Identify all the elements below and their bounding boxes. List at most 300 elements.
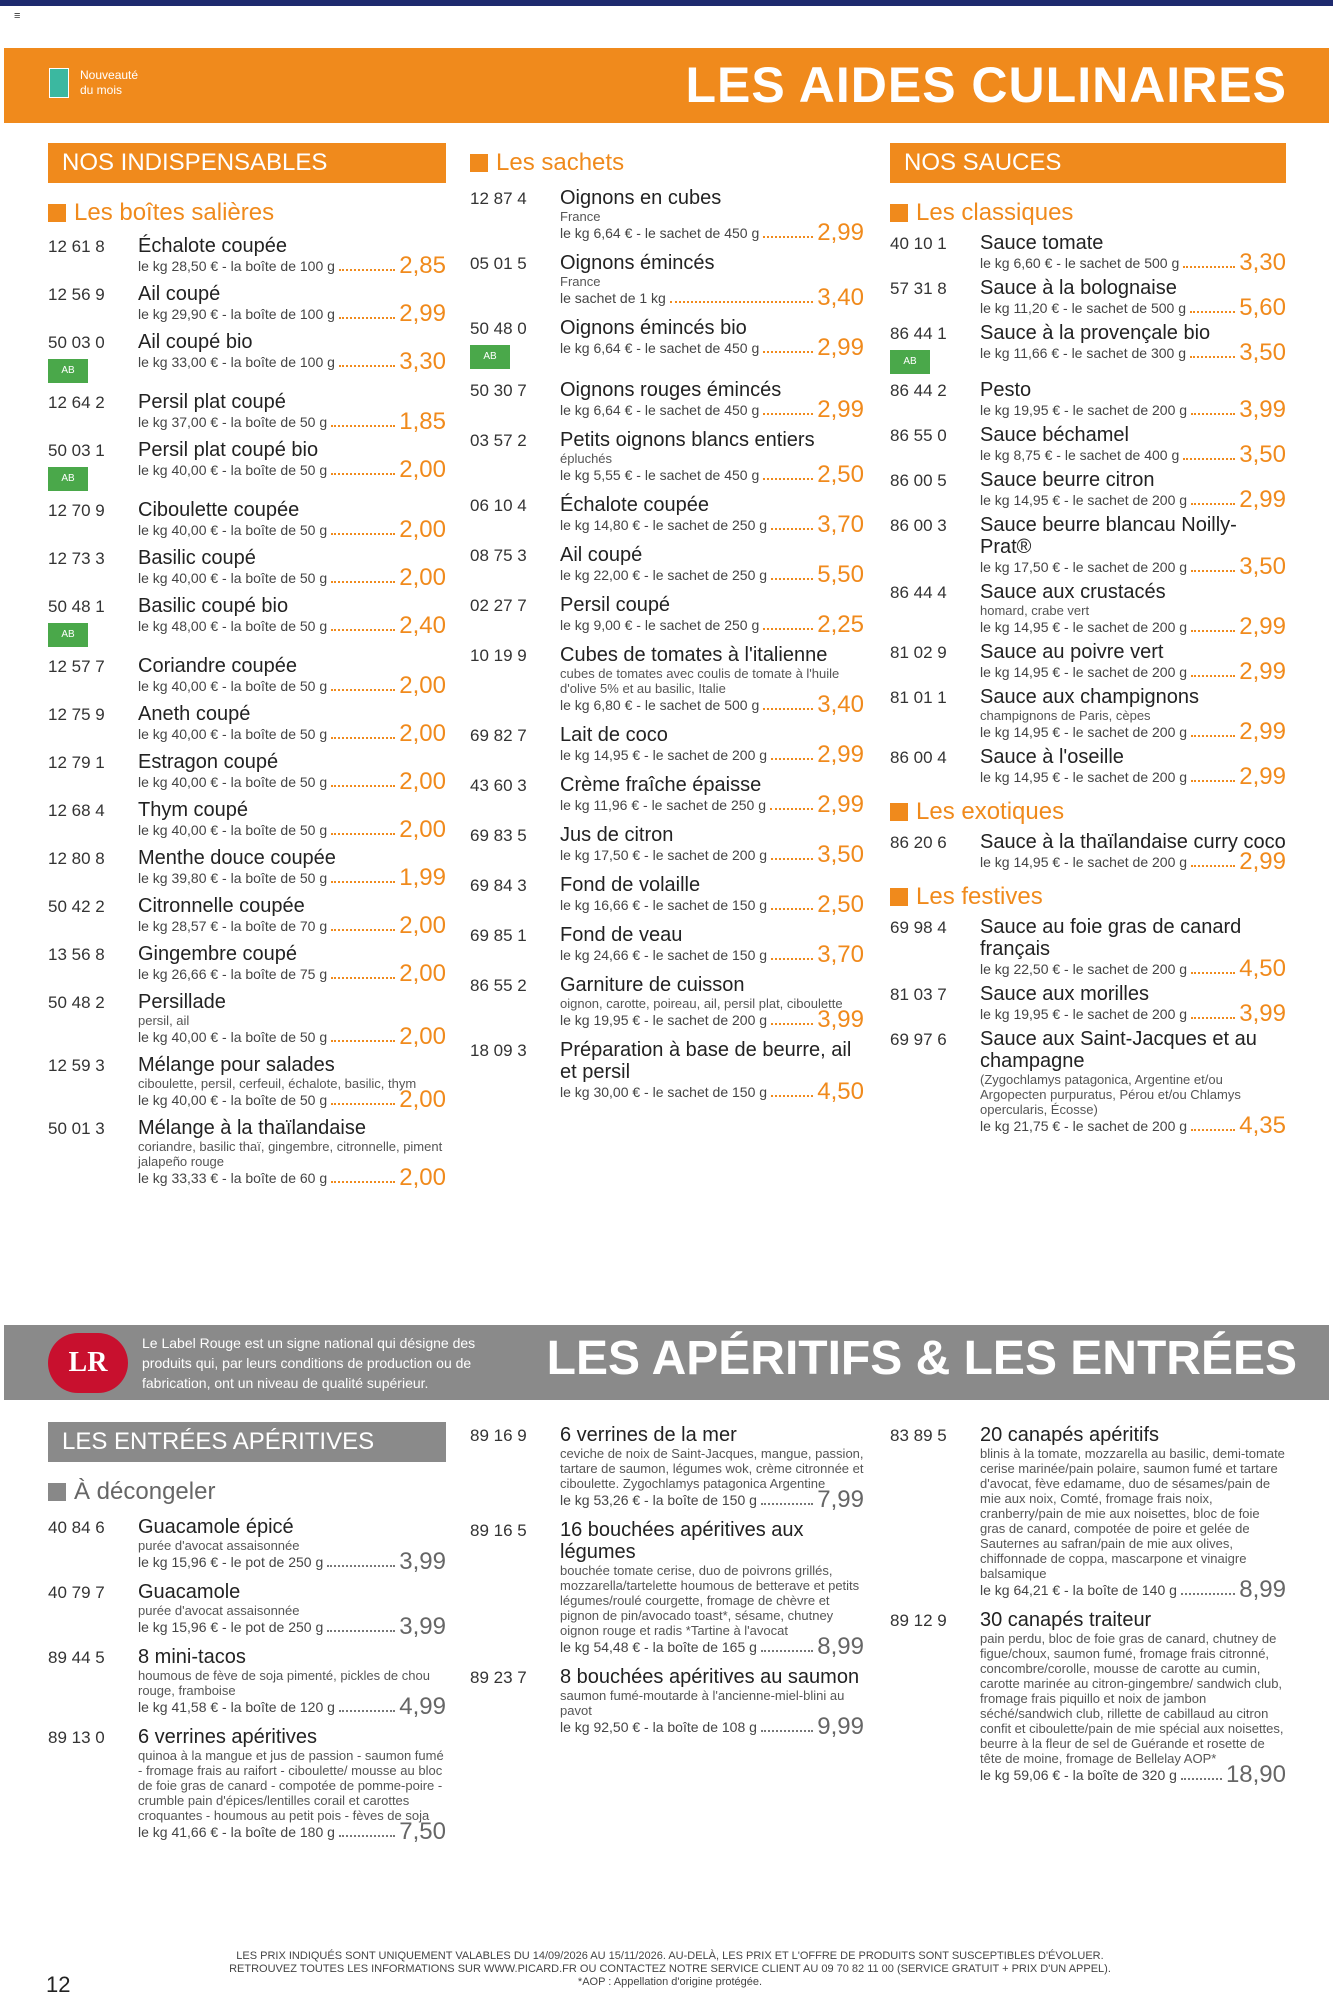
product-desc: pain perdu, bloc de foie gras de canard, chutney de figue/choux, saumon fumé, fromage frais citronné, concombre/corolle, mousse de carotte au cumin, carotte marinée au citron-gingembre/ sandwich club, fromage frais piquillo et noix de jambon séché/sandwich club, rillette de cabillaud au citron confit et ciboulette/pain de mie spécial aux noisettes, beurre à la fleur de sel de Guérande et rosette de tête de moine, fromage de Bellelay AOP* <box>980 1631 1284 1766</box>
leader-dots <box>331 929 395 931</box>
product-code-text: 40 84 6 <box>48 1518 105 1537</box>
price-line <box>980 955 1286 982</box>
leader-dots <box>327 1565 395 1567</box>
product-body <box>138 235 446 279</box>
product-desc: persil, ail <box>138 1013 190 1028</box>
col-canapes <box>890 1414 1286 1788</box>
product-code-text: 50 48 0 <box>470 319 527 338</box>
product-name: Mélange pour salades <box>138 1054 335 1076</box>
price-line <box>138 1164 446 1191</box>
product-desc: bouchée tomate cerise, duo de poivrons grillés, mozzarella/tartelette houmous de betterave et petits légumes/roulé courgette, fromage de chèvre et pignon de pin/avocado toast*, sésame, chutney oignon rouge et radis *Tartine à l'avocat <box>560 1563 860 1638</box>
price: 2,85 <box>399 252 446 279</box>
price-line <box>138 1086 446 1113</box>
product-code <box>890 322 980 374</box>
product-name: Fond de volaille <box>560 874 701 896</box>
price: 2,50 <box>817 461 864 488</box>
unit-price: le kg 40,00 € - la boîte de 50 g <box>138 522 328 538</box>
list-item <box>470 644 864 718</box>
leader-dots <box>339 1710 395 1712</box>
price: 3,99 <box>1239 396 1286 423</box>
product-name: Sauce au poivre vert <box>980 641 1164 663</box>
price-line <box>138 864 446 891</box>
product-body <box>560 379 864 423</box>
unit-price: le kg 9,00 € - le sachet de 250 g <box>560 617 760 633</box>
price: 4,35 <box>1239 1112 1286 1139</box>
product-code-text: 50 01 3 <box>48 1119 105 1138</box>
product-desc: France <box>560 274 601 289</box>
price-line <box>560 396 864 423</box>
price-line <box>980 658 1286 685</box>
footer-line: LES PRIX INDIQUÉS SONT UNIQUEMENT VALABLES DU 14/09/2026 AU 15/11/2026. AU-DELÀ, LES PRIX ET L'OFFRE DE PRODUITS SONT SUSCEPTIBLES D'ÉVOLUER. <box>236 1950 1104 1962</box>
price-line <box>980 294 1286 321</box>
list-item <box>48 1646 446 1720</box>
price-line <box>560 511 864 538</box>
price: 3,99 <box>399 1613 446 1640</box>
price-line <box>560 1006 864 1033</box>
price: 2,00 <box>399 672 446 699</box>
list-item <box>48 547 446 591</box>
price: 5,60 <box>1239 294 1286 321</box>
product-name: Échalote coupée <box>560 494 710 516</box>
leader-dots <box>331 881 395 883</box>
price-line <box>138 720 446 747</box>
price: 2,00 <box>399 1086 446 1113</box>
product-name: Menthe douce coupée <box>138 847 336 869</box>
list-item <box>890 277 1286 321</box>
leader-dots <box>763 413 813 415</box>
leader-dots <box>763 236 813 238</box>
product-code-text: 86 55 2 <box>470 976 527 995</box>
product-code <box>890 641 980 681</box>
unit-price: le kg 14,95 € - le sachet de 200 g <box>980 724 1188 740</box>
col-entrees <box>48 1422 446 1845</box>
product-desc: homard, crabe vert <box>980 603 1090 618</box>
product-name: Mélange à la thaïlandaise <box>138 1117 366 1139</box>
unit-price: le kg 11,96 € - le sachet de 250 g <box>560 797 766 813</box>
product-body <box>138 991 446 1050</box>
leader-dots <box>339 1835 395 1837</box>
unit-price: le kg 92,50 € - la boîte de 108 g <box>560 1719 757 1735</box>
leader-dots <box>1191 865 1235 867</box>
unit-price: le kg 6,64 € - le sachet de 450 g <box>560 402 760 418</box>
leader-dots <box>1181 1778 1222 1780</box>
product-name: Sauce tomate <box>980 232 1104 254</box>
unit-price: le kg 41,58 € - la boîte de 120 g <box>138 1699 335 1715</box>
unit-price: le kg 14,95 € - le sachet de 200 g <box>560 747 768 763</box>
product-code-text: 69 84 3 <box>470 876 527 895</box>
list-item <box>890 514 1286 580</box>
product-body <box>560 317 864 369</box>
list-item <box>890 322 1286 374</box>
price: 2,99 <box>1239 848 1286 875</box>
leader-dots <box>763 628 813 630</box>
bio-label-icon: AB <box>48 359 88 383</box>
product-code <box>470 1424 560 1509</box>
product-name: Sauce à la provençale bio <box>980 322 1211 344</box>
price-line <box>560 1078 864 1105</box>
leader-dots <box>1181 1593 1235 1595</box>
product-code <box>48 499 138 539</box>
product-code-text: 86 20 6 <box>890 833 947 852</box>
leader-dots <box>1191 675 1235 677</box>
leader-dots <box>339 365 395 367</box>
product-code-text: 50 48 2 <box>48 993 105 1012</box>
product-name: Sauce à la thaïlandaise curry coco <box>980 831 1286 853</box>
product-code-text: 05 01 5 <box>470 254 527 273</box>
col-sachets <box>470 143 864 1105</box>
aperitifs-banner <box>4 1325 1329 1400</box>
product-code <box>48 1646 138 1716</box>
product-code <box>48 703 138 743</box>
list-item <box>890 831 1286 875</box>
product-name: Échalote coupée <box>138 235 288 257</box>
price: 8,99 <box>817 1633 864 1660</box>
list-item <box>48 751 446 795</box>
product-desc: ceviche de noix de Saint-Jacques, mangue, passion, tartare de saumon, légumes wok, crème citronnée et ciboulette. Zygochlamys patagonica Argentine <box>560 1446 864 1491</box>
product-code <box>48 391 138 431</box>
leader-dots <box>331 1181 395 1183</box>
price-line <box>138 960 446 987</box>
product-body <box>560 1666 864 1740</box>
product-code-text: 81 03 7 <box>890 985 947 1004</box>
price: 2,00 <box>399 720 446 747</box>
leader-dots <box>763 351 813 353</box>
price-line <box>980 339 1286 366</box>
product-name: Petits oignons blancs entiers <box>560 429 815 451</box>
product-name: Sauce à la bolognaise <box>980 277 1177 299</box>
product-name: Estragon coupé <box>138 751 279 773</box>
product-name: Coriandre coupée <box>138 655 297 677</box>
product-desc: coriandre, basilic thaï, gingembre, citronnelle, piment jalapeño rouge <box>138 1139 443 1169</box>
list-item <box>470 494 864 538</box>
price-line <box>980 249 1286 276</box>
price-line <box>560 561 864 588</box>
list-item <box>890 1424 1286 1603</box>
unit-price: le kg 19,95 € - le sachet de 200 g <box>980 402 1188 418</box>
price: 2,99 <box>1239 763 1286 790</box>
price-line <box>980 441 1286 468</box>
product-code <box>890 1424 980 1599</box>
price-line <box>980 486 1286 513</box>
price-line <box>980 1576 1286 1603</box>
product-desc: blinis à la tomate, mozzarella au basilic, demi-tomate cerise marinée/pain polaire, saumon fumé et tartare d'avocat, fève edamame, duo de sésames/pain de mie aux noix, Comté, fromage frais noix, cranberry/pain de mie aux noisettes, bloc de foie gras de canard, compotée de poire et gelée de Sauternes au safran/pain de mie aux olives, chiffonnade de coppa, mascarpone et vinaigre balsamique <box>980 1446 1285 1581</box>
subhead-icon <box>890 888 908 906</box>
product-code-text: 12 59 3 <box>48 1056 105 1075</box>
unit-price: le kg 40,00 € - la boîte de 50 g <box>138 570 328 586</box>
product-code <box>470 429 560 484</box>
list-item <box>470 594 864 638</box>
product-body <box>138 547 446 591</box>
unit-price: le kg 14,95 € - le sachet de 200 g <box>980 619 1188 635</box>
list-item <box>890 1609 1286 1788</box>
footer-line: *AOP : Appellation d'origine protégée. <box>577 1976 763 1988</box>
product-body <box>138 703 446 747</box>
leader-dots <box>770 808 813 810</box>
price-line <box>138 1023 446 1050</box>
list-item <box>48 1726 446 1845</box>
price-line <box>138 564 446 591</box>
product-code-text: 69 85 1 <box>470 926 527 945</box>
product-body <box>980 1028 1286 1139</box>
list-item <box>470 544 864 588</box>
product-name: Jus de citron <box>560 824 674 846</box>
product-body <box>980 469 1286 513</box>
product-code-text: 12 61 8 <box>48 237 105 256</box>
product-name: Crème fraîche épaisse <box>560 774 762 796</box>
price: 2,00 <box>399 516 446 543</box>
product-code-text: 12 80 8 <box>48 849 105 868</box>
list-item <box>48 1581 446 1640</box>
price-line <box>560 1713 864 1740</box>
product-body <box>138 847 446 891</box>
product-code <box>890 1609 980 1784</box>
product-code <box>48 943 138 983</box>
product-body <box>560 187 864 246</box>
subhead: À décongeler <box>48 1478 446 1506</box>
culinaires-header <box>4 48 1329 123</box>
product-body <box>980 581 1286 640</box>
footer-line: RETROUVEZ TOUTES LES INFORMATIONS SUR WWW.PICARD.FR OU CONTACTEZ NOTRE SERVICE CLIENT AU 09 70 82 11 00 (SERVICE GRATUIT + PRIX D'UN APPEL). <box>229 1963 1111 1975</box>
unit-price: le sachet de 1 kg <box>560 290 666 306</box>
unit-price: le kg 21,75 € - le sachet de 200 g <box>980 1118 1188 1134</box>
leader-dots <box>771 578 813 580</box>
leader-dots <box>761 1503 813 1505</box>
product-body <box>138 1516 446 1575</box>
unit-price: le kg 14,95 € - le sachet de 200 g <box>980 769 1188 785</box>
list-item <box>48 499 446 543</box>
unit-price: le kg 28,57 € - la boîte de 70 g <box>138 918 328 934</box>
product-code <box>890 746 980 786</box>
price-line <box>560 891 864 918</box>
price: 2,99 <box>1239 718 1286 745</box>
price-line <box>138 348 446 375</box>
unit-price: le kg 40,00 € - la boîte de 50 g <box>138 1029 328 1045</box>
list-item <box>48 1054 446 1113</box>
product-code <box>48 1726 138 1841</box>
list-item <box>48 1516 446 1575</box>
col-bouchees <box>470 1414 864 1740</box>
price: 3,99 <box>399 1548 446 1575</box>
product-code-text: 50 48 1 <box>48 597 105 616</box>
price-line <box>138 816 446 843</box>
unit-price: le kg 5,55 € - le sachet de 450 g <box>560 467 760 483</box>
product-code-text: 86 44 1 <box>890 324 947 343</box>
leader-dots <box>331 1103 395 1105</box>
leader-dots <box>1191 570 1235 572</box>
leader-dots <box>761 1730 813 1732</box>
product-code <box>48 751 138 791</box>
price-line <box>560 284 864 311</box>
product-desc: champignons de Paris, cèpes <box>980 708 1151 723</box>
list-item <box>48 595 446 647</box>
bio-label-icon: AB <box>48 467 88 491</box>
unit-price: le kg 6,64 € - le sachet de 450 g <box>560 340 760 356</box>
product-code <box>48 283 138 323</box>
price-line <box>560 791 864 818</box>
product-code <box>890 277 980 317</box>
product-code-text: 69 97 6 <box>890 1030 947 1049</box>
product-code <box>48 595 138 647</box>
product-name: Sauce beurre blancau Noilly-Prat® <box>980 514 1237 558</box>
product-code-text: 81 01 1 <box>890 688 947 707</box>
product-desc: ciboulette, persil, cerfeuil, échalote, basilic, thym <box>138 1076 417 1091</box>
price: 3,50 <box>1239 441 1286 468</box>
section-title: NOS INDISPENSABLES <box>48 143 446 183</box>
list-item <box>470 1666 864 1740</box>
list-item <box>890 641 1286 685</box>
product-code <box>890 424 980 464</box>
product-body <box>560 594 864 638</box>
product-name: Garniture de cuisson <box>560 974 745 996</box>
list-item <box>470 379 864 423</box>
product-code-text: 12 75 9 <box>48 705 105 724</box>
unit-price: le kg 37,00 € - la boîte de 50 g <box>138 414 328 430</box>
product-body <box>980 322 1286 374</box>
price: 2,25 <box>817 611 864 638</box>
product-code-text: 50 42 2 <box>48 897 105 916</box>
price-line <box>560 691 864 718</box>
leader-dots <box>331 737 395 739</box>
bio-label-icon: AB <box>470 345 510 369</box>
price: 2,00 <box>399 564 446 591</box>
unit-price: le kg 14,80 € - le sachet de 250 g <box>560 517 768 533</box>
unit-price: le kg 19,95 € - le sachet de 200 g <box>980 1006 1188 1022</box>
list-item <box>48 1117 446 1191</box>
list-item <box>470 187 864 246</box>
product-code-text: 86 44 4 <box>890 583 947 602</box>
product-name: Thym coupé <box>138 799 249 821</box>
leader-dots <box>1191 630 1235 632</box>
product-name: Ail coupé <box>560 544 643 566</box>
product-code <box>470 252 560 307</box>
product-code-text: 13 56 8 <box>48 945 105 964</box>
product-code-text: 89 16 9 <box>470 1426 527 1445</box>
product-name: Oignons émincés <box>560 252 715 274</box>
product-name: Ail coupé <box>138 283 221 305</box>
product-code <box>48 895 138 935</box>
price: 2,40 <box>399 612 446 639</box>
list-item <box>890 379 1286 423</box>
price-line <box>560 941 864 968</box>
unit-price: le kg 24,66 € - le sachet de 150 g <box>560 947 768 963</box>
leader-dots <box>327 1630 395 1632</box>
unit-price: le kg 15,96 € - le pot de 250 g <box>138 1554 324 1570</box>
product-body <box>980 641 1286 685</box>
subhead-label: Les exotiques <box>916 798 1065 825</box>
price: 8,99 <box>1239 1576 1286 1603</box>
section-title: LES ENTRÉES APÉRITIVES <box>48 1422 446 1462</box>
list-item <box>470 317 864 369</box>
unit-price: le kg 14,95 € - le sachet de 200 g <box>980 492 1188 508</box>
product-name: Basilic coupé bio <box>138 595 289 617</box>
product-code-text: 89 12 9 <box>890 1611 947 1630</box>
leader-dots <box>1191 780 1235 782</box>
price-line <box>980 848 1286 875</box>
product-code <box>470 379 560 419</box>
product-name: 20 canapés apéritifs <box>980 1424 1160 1446</box>
product-code-text: 86 00 5 <box>890 471 947 490</box>
price-line <box>138 1818 446 1845</box>
product-code-text: 57 31 8 <box>890 279 947 298</box>
product-code <box>470 874 560 914</box>
leader-dots <box>771 1023 813 1025</box>
product-code <box>48 439 138 491</box>
label-rouge-text: Le Label Rouge est un signe national qui désigne des produits qui, par leurs conditions de production ou de fabrication, ont un niveau de qualité supérieur. <box>142 1335 476 1391</box>
leader-dots <box>339 269 395 271</box>
price-line <box>980 1761 1286 1788</box>
product-name: Citronnelle coupée <box>138 895 305 917</box>
top-bar <box>0 0 1333 6</box>
product-name: Guacamole épicé <box>138 1516 294 1538</box>
new-badge-label: Nouveauté du mois <box>80 68 139 97</box>
product-name: Sauce au foie gras de canard français <box>980 916 1242 960</box>
price-line <box>980 553 1286 580</box>
subhead-icon <box>890 204 908 222</box>
product-body <box>138 1646 446 1720</box>
price: 2,99 <box>817 219 864 246</box>
product-code <box>48 991 138 1046</box>
unit-price: le kg 64,21 € - la boîte de 140 g <box>980 1582 1177 1598</box>
product-code <box>470 1666 560 1736</box>
list-item <box>890 686 1286 745</box>
price: 3,30 <box>399 348 446 375</box>
subhead <box>890 798 1286 826</box>
leader-dots <box>771 858 813 860</box>
product-code-text: 43 60 3 <box>470 776 527 795</box>
product-body <box>138 331 446 383</box>
product-body <box>138 439 446 491</box>
product-body <box>138 1117 446 1191</box>
menu-icon[interactable]: ≡ <box>14 10 21 22</box>
product-code <box>48 1117 138 1187</box>
product-code <box>48 847 138 887</box>
product-code <box>470 1519 560 1656</box>
price-line <box>560 611 864 638</box>
subhead-label: Les classiques <box>916 199 1074 226</box>
product-code <box>470 644 560 714</box>
product-code-text: 50 03 1 <box>48 441 105 460</box>
product-name: Sauce à l'oseille <box>980 746 1124 768</box>
product-name: Basilic coupé <box>138 547 256 569</box>
leader-dots <box>1190 356 1235 358</box>
price: 1,85 <box>399 408 446 435</box>
price: 2,99 <box>399 300 446 327</box>
unit-price: le kg 54,48 € - la boîte de 165 g <box>560 1639 757 1655</box>
leader-dots <box>339 317 395 319</box>
product-code-text: 02 27 7 <box>470 596 527 615</box>
price-line <box>138 252 446 279</box>
product-body <box>980 514 1286 580</box>
product-body <box>560 974 864 1033</box>
product-code-text: 69 83 5 <box>470 826 527 845</box>
subhead <box>890 883 1286 911</box>
price-line <box>138 408 446 435</box>
product-body <box>560 1039 864 1105</box>
product-name: Sauce aux Saint-Jacques et au champagne <box>980 1028 1257 1072</box>
leader-dots <box>771 758 813 760</box>
product-desc: France <box>560 209 601 224</box>
product-name: Sauce aux crustacés <box>980 581 1166 603</box>
product-code <box>890 686 980 741</box>
product-code-text: 10 19 9 <box>470 646 527 665</box>
product-code-text: 89 16 5 <box>470 1521 527 1540</box>
bio-label-icon: AB <box>48 623 88 647</box>
product-code-text: 18 09 3 <box>470 1041 527 1060</box>
product-body <box>980 232 1286 276</box>
product-name: Sauce beurre citron <box>980 469 1155 491</box>
unit-price: le kg 41,66 € - la boîte de 180 g <box>138 1824 335 1840</box>
price: 2,99 <box>1239 486 1286 513</box>
